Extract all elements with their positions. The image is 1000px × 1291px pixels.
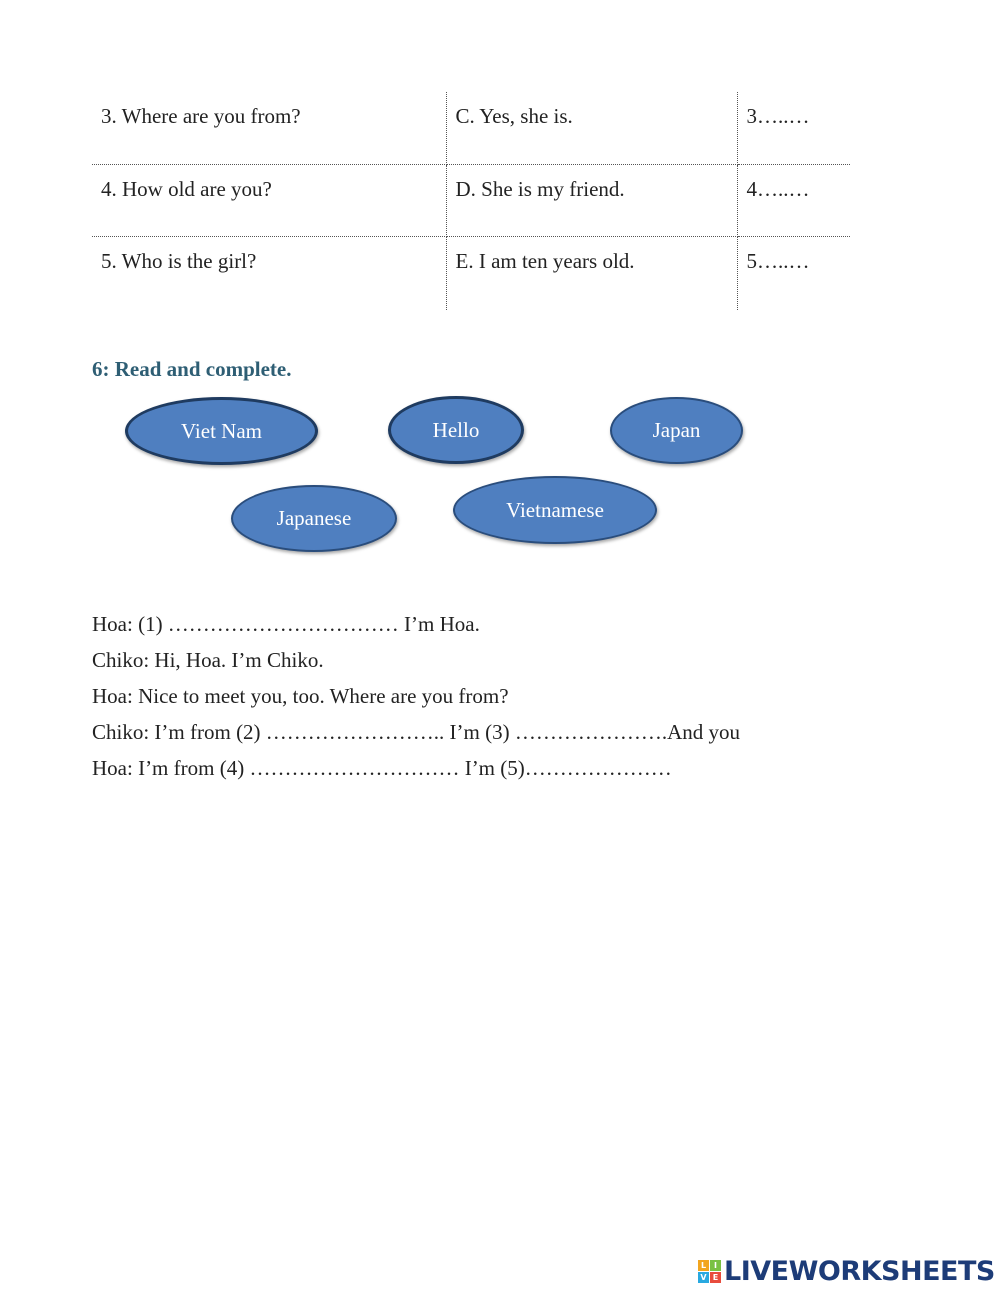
answer-slot[interactable]: 3…..… xyxy=(737,92,850,164)
table-row xyxy=(92,92,850,164)
logo-letter: I xyxy=(710,1260,721,1271)
table-row xyxy=(92,236,850,310)
liveworksheets-logo-icon xyxy=(698,1260,721,1283)
liveworksheets-brand xyxy=(698,1255,995,1287)
logo-letter: L xyxy=(698,1260,709,1271)
dialog xyxy=(92,606,740,786)
question-cell: 3. Where are you from? xyxy=(92,92,446,164)
matching-table xyxy=(92,92,850,310)
question-cell: 4. How old are you? xyxy=(92,164,446,236)
word-bubble-viet-nam: Viet Nam xyxy=(125,397,318,465)
dialog-line: Hoa: I’m from (4) ………………………… I’m (5)………………… xyxy=(92,756,672,780)
word-bubble-japan: Japan xyxy=(610,397,743,464)
answer-cell: C. Yes, she is. xyxy=(446,92,737,164)
dialog-line: Chiko: Hi, Hoa. I’m Chiko. xyxy=(92,648,324,672)
logo-letter: V xyxy=(698,1272,709,1283)
logo-letter: E xyxy=(710,1272,721,1283)
dialog-line: Hoa: (1) …………………………… I’m Hoa. xyxy=(92,612,480,636)
brand-name: LIVEWORKSHEETS xyxy=(724,1255,995,1287)
table-row xyxy=(92,164,850,236)
question-cell: 5. Who is the girl? xyxy=(92,236,446,310)
word-bubble-vietnamese: Vietnamese xyxy=(453,476,657,544)
dialog-line: Chiko: I’m from (2) …………………….. I’m (3) ………………….And you xyxy=(92,720,741,744)
word-bubble-japanese: Japanese xyxy=(231,485,397,552)
answer-slot[interactable]: 5…..… xyxy=(746,248,810,273)
answer-cell: D. She is my friend. xyxy=(446,164,737,236)
answer-slot[interactable]: 4…..… xyxy=(737,164,850,236)
dialog-line: Hoa: Nice to meet you, too. Where are you from? xyxy=(92,684,509,708)
answer-cell: E. I am ten years old. xyxy=(446,236,737,310)
section-title: 6: Read and complete. xyxy=(92,357,292,381)
word-bubble-hello: Hello xyxy=(388,396,524,464)
